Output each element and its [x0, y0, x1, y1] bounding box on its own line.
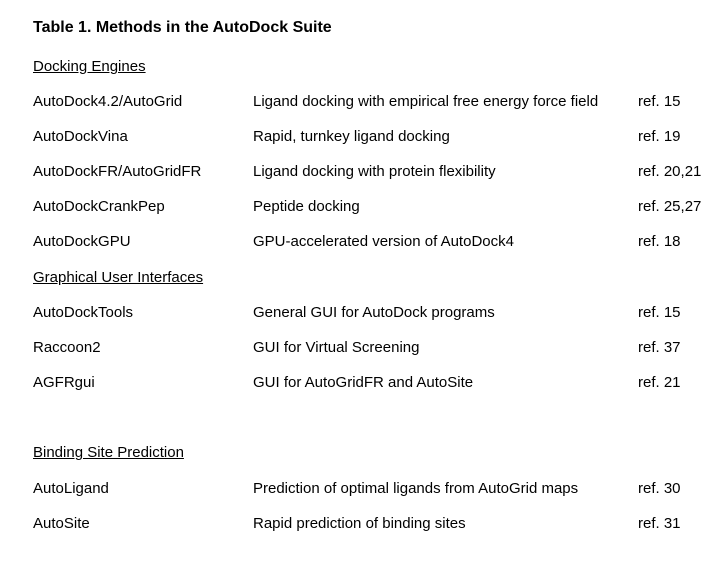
section-heading-docking-engines: Docking Engines [33, 58, 146, 75]
table-row [0, 514, 726, 534]
method-ref: ref. 18 [638, 233, 681, 250]
method-description: Ligand docking with protein flexibility [253, 163, 496, 180]
method-ref: ref. 21 [638, 374, 681, 391]
method-description: General GUI for AutoDock programs [253, 304, 495, 321]
table-row [0, 197, 726, 217]
method-description: Ligand docking with empirical free energy force field [253, 93, 599, 110]
method-ref: ref. 20,21 [638, 163, 702, 180]
table-row [0, 479, 726, 499]
method-ref: ref. 15 [638, 93, 681, 110]
method-description: Prediction of optimal ligands from AutoGrid maps [253, 480, 579, 497]
method-description: GPU-accelerated version of AutoDock4 [253, 233, 514, 250]
section-heading-gui: Graphical User Interfaces [33, 269, 204, 286]
table-row [0, 303, 726, 323]
method-description: Rapid prediction of binding sites [253, 515, 466, 532]
method-description: GUI for Virtual Screening [253, 339, 420, 356]
table-row [0, 232, 726, 252]
method-description: Rapid, turnkey ligand docking [253, 128, 450, 145]
method-name: AutoDockGPU [33, 233, 131, 250]
method-name: AutoDockTools [33, 304, 134, 321]
method-ref: ref. 15 [638, 304, 681, 321]
method-ref: ref. 31 [638, 515, 681, 532]
table-row [0, 127, 726, 147]
table-title: Table 1. Methods in the AutoDock Suite [33, 19, 332, 36]
method-name: Raccoon2 [33, 339, 101, 356]
method-name: AutoDockFR/AutoGridFR [33, 163, 202, 180]
table-row [0, 162, 726, 182]
method-name: AutoSite [33, 515, 90, 532]
method-description: GUI for AutoGridFR and AutoSite [253, 374, 474, 391]
table-row [0, 92, 726, 112]
method-ref: ref. 25,27 [638, 198, 702, 215]
section-heading-binding-site: Binding Site Prediction [33, 444, 184, 461]
method-ref: ref. 37 [638, 339, 681, 356]
method-ref: ref. 30 [638, 480, 681, 497]
table-row [0, 338, 726, 358]
method-name: AGFRgui [33, 374, 95, 391]
method-name: AutoLigand [33, 480, 109, 497]
method-ref: ref. 19 [638, 128, 681, 145]
method-name: AutoDockCrankPep [33, 198, 165, 215]
method-name: AutoDock4.2/AutoGrid [33, 93, 183, 110]
table-row [0, 373, 726, 393]
method-description: Peptide docking [253, 198, 360, 215]
method-name: AutoDockVina [33, 128, 128, 145]
